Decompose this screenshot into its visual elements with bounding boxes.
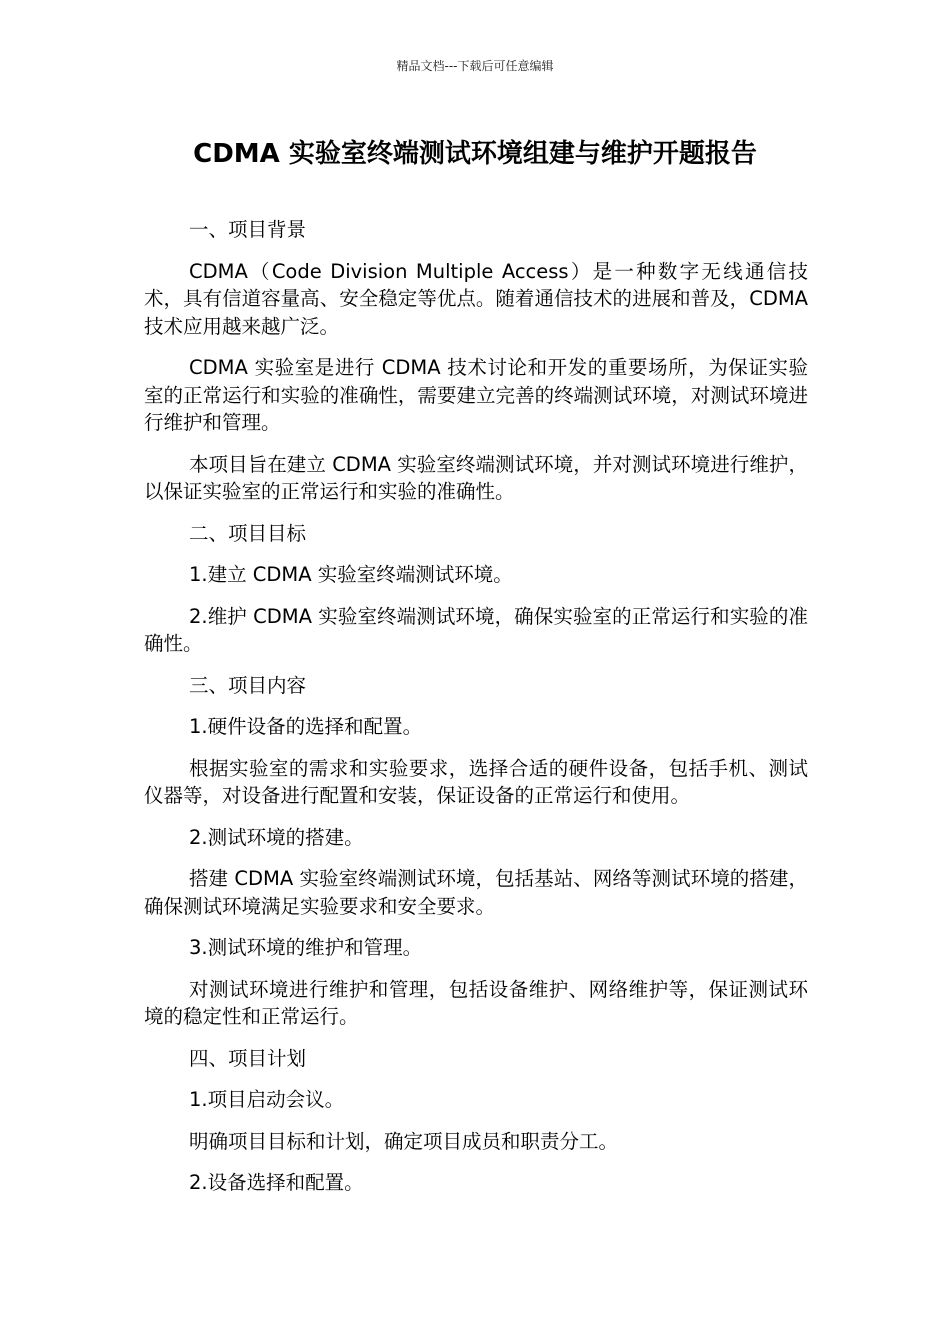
document-title: CDMA 实验室终端测试环境组建与维护开题报告 xyxy=(193,139,757,169)
paragraph-lab-importance: CDMA 实验室是进行 CDMA 技术讨论和开发的重要场所，为保证实验室的正常运行和实验的准确性，需要建立完善的终端测试环境，对测试环境进行维护和管理。 xyxy=(144,356,808,434)
plan-item-2-heading: 2.设备选择和配置。 xyxy=(189,1171,364,1194)
content-item-1-heading: 1.硬件设备的选择和配置。 xyxy=(189,715,423,738)
plan-item-1-heading: 1.项目启动会议。 xyxy=(189,1088,345,1111)
paragraph-cdma-intro: CDMA（Code Division Multiple Access）是一种数字无线通信技术，具有信道容量高、安全稳定等优点。随着通信技术的进展和普及，CDMA 技术应用越来越广泛。 xyxy=(144,259,808,338)
page-header-note: 精品文档---下载后可任意编辑 xyxy=(396,59,554,73)
content-item-2-text: 搭建 CDMA 实验室终端测试环境，包括基站、网络等测试环境的搭建，确保测试环境满足实验要求和安全要求。 xyxy=(144,867,808,918)
content-item-3-text: 对测试环境进行维护和管理，包括设备维护、网络维护等，保证测试环境的稳定性和正常运行。 xyxy=(144,977,808,1028)
content-item-3-heading: 3.测试环境的维护和管理。 xyxy=(189,936,423,959)
document-body xyxy=(144,216,808,1211)
section-heading-plan: 四、项目计划 xyxy=(189,1046,307,1070)
content-item-2-heading: 2.测试环境的搭建。 xyxy=(189,825,364,849)
goal-item-2: 2.维护 CDMA 实验室终端测试环境，确保实验室的正常运行和实验的准确性。 xyxy=(144,604,808,655)
plan-item-1-text: 明确项目目标和计划，确定项目成员和职责分工。 xyxy=(189,1129,619,1153)
goal-item-1: 1.建立 CDMA 实验室终端测试环境。 xyxy=(189,563,513,586)
paragraph-project-aim: 本项目旨在建立 CDMA 实验室终端测试环境，并对测试环境进行维护，以保证实验室的正常运行和实验的准确性。 xyxy=(144,452,808,503)
content-item-1-text: 根据实验室的需求和实验要求，选择合适的硬件设备，包括手机、测试仪器等，对设备进行配置和安装，保证设备的正常运行和使用。 xyxy=(144,756,808,807)
section-heading-goals: 二、项目目标 xyxy=(189,521,307,545)
section-heading-content: 三、项目内容 xyxy=(189,673,307,697)
section-heading-background: 一、项目背景 xyxy=(189,218,307,241)
